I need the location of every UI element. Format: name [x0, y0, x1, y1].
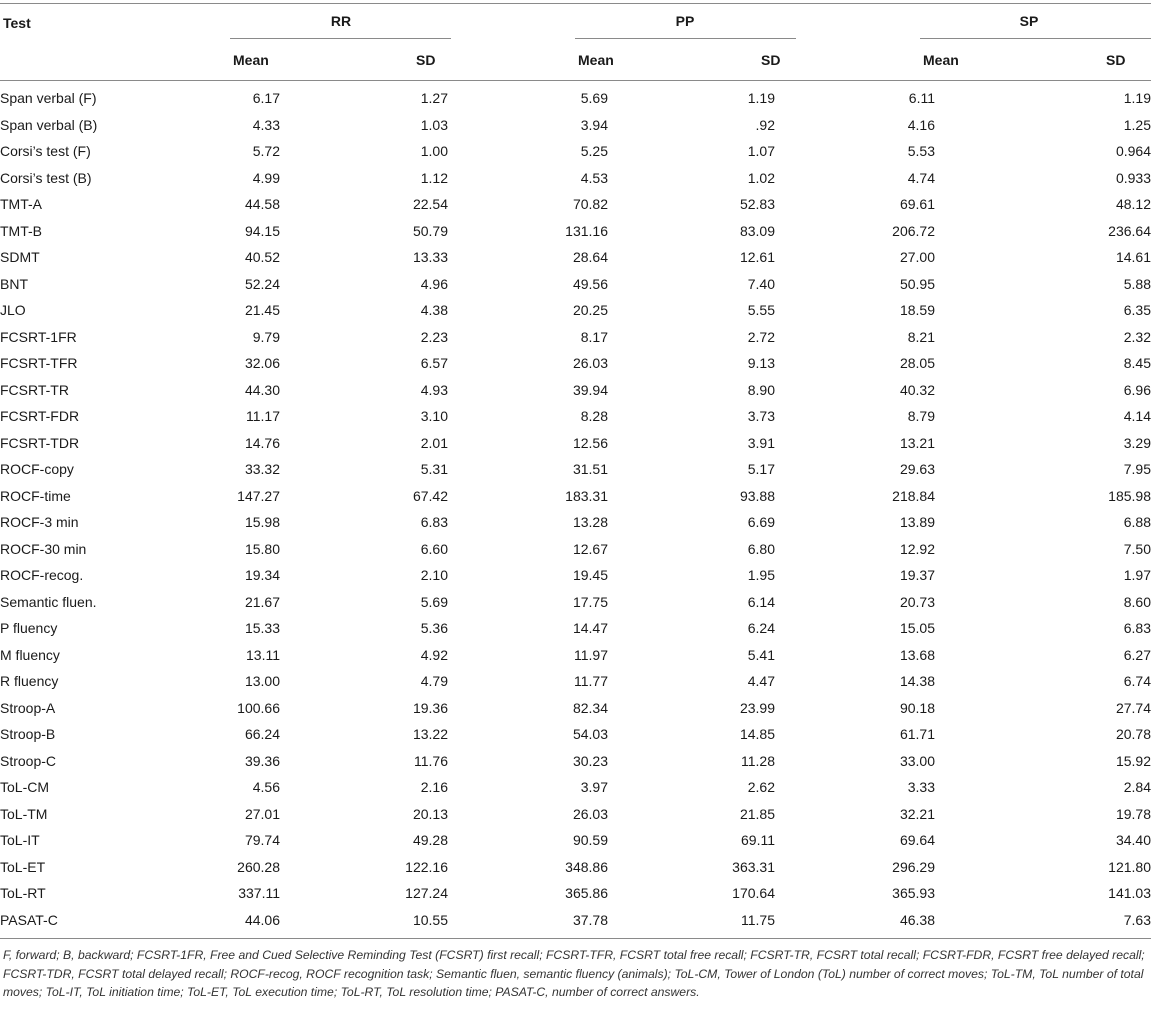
cell-pp-mean: 49.56: [572, 275, 608, 292]
cell-pp-mean: 19.45: [572, 567, 608, 583]
cell-sp-mean: 19.37: [899, 567, 935, 583]
cell-test: FCSRT-1FR: [0, 328, 77, 345]
cell-sp-mean: 13.89: [899, 514, 935, 530]
cell-sp-sd: 6.96: [1123, 381, 1151, 398]
cell-rr-mean: 27.01: [244, 805, 280, 822]
cell-rr-sd: 13.33: [412, 249, 448, 265]
cell-test: TMT-A: [0, 196, 42, 212]
cell-rr-sd: 2.16: [420, 779, 448, 795]
table-row: [0, 85, 1151, 112]
table-row: [0, 589, 1151, 616]
cell-rr-sd: 49.28: [412, 832, 448, 848]
cell-sp-sd: 4.14: [1123, 408, 1151, 424]
cell-rr-mean: 15.98: [244, 514, 280, 530]
cell-test: Semantic fluen.: [0, 593, 97, 610]
cell-test: ROCF-recog.: [0, 567, 84, 583]
cell-pp-sd: 9.13: [747, 355, 775, 371]
cell-sp-mean: 6.11: [908, 90, 935, 106]
table-row: [0, 748, 1151, 775]
cell-sp-sd: 7.50: [1123, 540, 1151, 557]
cell-rr-sd: 5.31: [420, 461, 448, 477]
table-row: [0, 854, 1151, 881]
cell-test: Span verbal (B): [0, 116, 98, 133]
cell-test: TMT-B: [0, 222, 42, 239]
group-rule-sp: [920, 38, 1151, 39]
cell-sp-mean: 18.59: [899, 302, 935, 318]
cell-sp-sd: 8.45: [1123, 355, 1151, 371]
cell-sp-sd: 1.19: [1123, 90, 1151, 106]
cell-sp-sd: 2.84: [1123, 779, 1151, 795]
cell-sp-mean: 218.84: [892, 487, 935, 504]
cell-sp-sd: 141.03: [1108, 885, 1151, 901]
cell-test: P fluency: [0, 620, 58, 636]
table-row: [0, 297, 1151, 324]
cell-rr-mean: 4.56: [252, 779, 280, 795]
cell-pp-mean: 3.94: [580, 116, 608, 133]
cell-test: FCSRT-TR: [0, 381, 69, 398]
cell-pp-mean: 39.94: [572, 381, 608, 398]
cell-rr-sd: 2.10: [420, 567, 448, 583]
header-sp-mean: Mean: [923, 52, 959, 68]
cell-pp-mean: 14.47: [572, 620, 608, 636]
table-row: [0, 536, 1151, 563]
cell-rr-sd: 67.42: [412, 487, 448, 504]
table-row: [0, 350, 1151, 377]
cell-rr-mean: 4.33: [252, 116, 280, 133]
cell-pp-sd: 1.95: [747, 567, 775, 583]
cell-test: JLO: [0, 302, 26, 318]
cell-pp-mean: 365.86: [565, 885, 608, 901]
cell-sp-mean: 32.21: [899, 805, 935, 822]
cell-pp-mean: 12.67: [572, 540, 608, 557]
cell-sp-sd: 2.32: [1123, 328, 1151, 345]
cell-pp-sd: 3.73: [747, 408, 775, 424]
cell-rr-mean: 6.17: [252, 90, 280, 106]
cell-sp-sd: 19.78: [1115, 805, 1151, 822]
cell-test: ToL-ET: [0, 858, 46, 875]
cell-test: ROCF-time: [0, 487, 71, 504]
cell-rr-mean: 100.66: [237, 699, 280, 716]
cell-sp-mean: 296.29: [892, 858, 935, 875]
cell-rr-mean: 5.72: [252, 143, 280, 159]
cell-pp-sd: 1.19: [747, 90, 775, 106]
cell-rr-mean: 44.58: [244, 196, 280, 212]
table-row: [0, 668, 1151, 695]
cell-sp-sd: 7.63: [1123, 911, 1151, 928]
cell-test: ROCF-30 min: [0, 540, 87, 557]
cell-rr-mean: 40.52: [244, 249, 280, 265]
cell-rr-mean: 260.28: [237, 858, 280, 875]
cell-rr-sd: 10.55: [412, 911, 448, 928]
cell-pp-mean: 5.25: [580, 143, 608, 159]
cell-sp-mean: 12.92: [899, 540, 935, 557]
cell-sp-sd: 6.74: [1123, 673, 1151, 689]
cell-test: BNT: [0, 275, 28, 292]
cell-pp-mean: 17.75: [572, 593, 608, 610]
cell-sp-sd: 20.78: [1115, 726, 1151, 742]
cell-pp-mean: 37.78: [572, 911, 608, 928]
cell-pp-mean: 90.59: [572, 832, 608, 848]
cell-rr-sd: 1.03: [420, 116, 448, 133]
cell-pp-sd: 170.64: [732, 885, 775, 901]
cell-rr-sd: 22.54: [412, 196, 448, 212]
cell-pp-mean: 13.28: [572, 514, 608, 530]
cell-rr-sd: 1.00: [420, 143, 448, 159]
group-rule-pp: [575, 38, 796, 39]
cell-pp-mean: 12.56: [572, 434, 608, 451]
cell-test: ROCF-copy: [0, 461, 74, 477]
cell-pp-sd: .92: [755, 116, 775, 133]
cell-pp-sd: 69.11: [741, 832, 775, 848]
cell-pp-mean: 20.25: [572, 302, 608, 318]
cell-test: ToL-RT: [0, 885, 46, 901]
cell-pp-mean: 26.03: [572, 355, 608, 371]
cell-pp-sd: 7.40: [747, 275, 775, 292]
cell-pp-sd: 6.24: [747, 620, 775, 636]
cell-test: ToL-TM: [0, 805, 48, 822]
cell-rr-mean: 14.76: [244, 434, 280, 451]
cell-sp-sd: 15.92: [1115, 752, 1151, 769]
cell-sp-sd: 5.88: [1123, 275, 1151, 292]
cell-rr-sd: 3.10: [420, 408, 448, 424]
cell-sp-sd: 6.88: [1123, 514, 1151, 530]
cell-rr-mean: 39.36: [244, 752, 280, 769]
cell-rr-mean: 66.24: [244, 726, 280, 742]
cell-rr-sd: 5.36: [420, 620, 448, 636]
cell-sp-sd: 6.35: [1123, 302, 1151, 318]
cell-sp-mean: 365.93: [892, 885, 935, 901]
table-row: [0, 324, 1151, 351]
cell-rr-sd: 13.22: [412, 726, 448, 742]
cell-rr-mean: 15.80: [244, 540, 280, 557]
cell-rr-mean: 79.74: [244, 832, 280, 848]
cell-pp-sd: 8.90: [747, 381, 775, 398]
table-row: [0, 721, 1151, 748]
cell-pp-sd: 2.72: [747, 328, 775, 345]
header-pp-sd: SD: [761, 52, 781, 68]
table-row: [0, 138, 1151, 165]
table-row: [0, 403, 1151, 430]
cell-sp-mean: 5.53: [907, 143, 935, 159]
cell-pp-mean: 8.28: [580, 408, 608, 424]
cell-test: Span verbal (F): [0, 90, 97, 106]
cell-rr-sd: 11.76: [414, 752, 448, 769]
cell-sp-mean: 15.05: [899, 620, 935, 636]
cell-pp-sd: 11.28: [741, 752, 775, 769]
cell-rr-mean: 19.34: [244, 567, 280, 583]
cell-pp-mean: 131.16: [565, 222, 608, 239]
cell-pp-mean: 11.97: [574, 646, 608, 663]
cell-sp-sd: 0.964: [1115, 143, 1151, 159]
cell-rr-mean: 44.06: [244, 911, 280, 928]
cell-rr-sd: 19.36: [412, 699, 448, 716]
cell-test: M fluency: [0, 646, 60, 663]
cell-pp-mean: 82.34: [572, 699, 608, 716]
cell-pp-sd: 6.69: [747, 514, 775, 530]
cell-test: FCSRT-TFR: [0, 355, 78, 371]
cell-pp-mean: 11.77: [574, 673, 608, 689]
table-row: [0, 165, 1151, 192]
cell-rr-sd: 5.69: [420, 593, 448, 610]
cell-sp-sd: 0.933: [1115, 169, 1151, 186]
cell-pp-sd: 52.83: [739, 196, 775, 212]
cell-sp-mean: 13.68: [899, 646, 935, 663]
cell-sp-mean: 90.18: [899, 699, 935, 716]
cell-rr-mean: 4.99: [252, 169, 280, 186]
cell-pp-sd: 5.55: [747, 302, 775, 318]
bottom-rule: [0, 938, 1151, 939]
cell-sp-sd: 8.60: [1123, 593, 1151, 610]
cell-sp-sd: 6.83: [1123, 620, 1151, 636]
cell-sp-mean: 28.05: [899, 355, 935, 371]
cell-sp-mean: 50.95: [899, 275, 935, 292]
group-rule-rr: [230, 38, 451, 39]
cell-pp-sd: 2.62: [747, 779, 775, 795]
cell-pp-mean: 70.82: [572, 196, 608, 212]
top-rule: [0, 3, 1151, 4]
cell-pp-sd: 12.61: [739, 249, 775, 265]
table-row: [0, 112, 1151, 139]
cell-sp-sd: 1.97: [1123, 567, 1151, 583]
cell-sp-mean: 14.38: [899, 673, 935, 689]
cell-test: Corsi’s test (F): [0, 143, 91, 159]
cell-test: Corsi’s test (B): [0, 169, 92, 186]
cell-sp-mean: 33.00: [899, 752, 935, 769]
cell-test: Stroop-C: [0, 752, 57, 769]
cell-rr-mean: 11.17: [246, 408, 280, 424]
table-row: [0, 218, 1151, 245]
cell-pp-mean: 3.97: [580, 779, 608, 795]
cell-sp-sd: 34.40: [1115, 832, 1151, 848]
cell-pp-sd: 1.07: [747, 143, 775, 159]
cell-sp-sd: 14.61: [1115, 249, 1151, 265]
header-rr-sd: SD: [416, 52, 436, 68]
cell-sp-sd: 48.12: [1115, 196, 1151, 212]
cell-rr-sd: 127.24: [405, 885, 448, 901]
cell-pp-sd: 363.31: [732, 858, 775, 875]
cell-sp-sd: 3.29: [1123, 434, 1151, 451]
cell-pp-sd: 6.14: [747, 593, 775, 610]
cell-rr-mean: 9.79: [252, 328, 280, 345]
cell-pp-sd: 21.85: [739, 805, 775, 822]
table-row: [0, 509, 1151, 536]
cell-sp-mean: 27.00: [899, 249, 935, 265]
cell-rr-sd: 4.93: [420, 381, 448, 398]
cell-test: Stroop-B: [0, 726, 56, 742]
cell-test: ToL-IT: [0, 832, 40, 848]
cell-rr-sd: 6.60: [420, 540, 448, 557]
table-row: [0, 483, 1151, 510]
table-row: [0, 880, 1151, 907]
cell-rr-mean: 33.32: [244, 461, 280, 477]
cell-rr-sd: 122.16: [405, 858, 448, 875]
cell-sp-mean: 8.21: [907, 328, 935, 345]
cell-pp-sd: 93.88: [739, 487, 775, 504]
cell-pp-mean: 26.03: [572, 805, 608, 822]
header-rule: [0, 80, 1151, 81]
cell-sp-mean: 61.71: [899, 726, 935, 742]
cell-pp-mean: 28.64: [572, 249, 608, 265]
cell-rr-mean: 21.67: [244, 593, 280, 610]
cell-sp-sd: 1.25: [1123, 116, 1151, 133]
cell-rr-mean: 94.15: [244, 222, 280, 239]
cell-pp-mean: 4.53: [580, 169, 608, 186]
cell-pp-sd: 11.75: [741, 911, 775, 928]
cell-test: Stroop-A: [0, 699, 56, 716]
cell-sp-sd: 27.74: [1115, 699, 1151, 716]
table-row: [0, 456, 1151, 483]
cell-rr-sd: 1.12: [420, 169, 448, 186]
cell-test: PASAT-C: [0, 911, 58, 928]
header-group-pp: PP: [675, 13, 695, 29]
cell-sp-mean: 4.74: [907, 169, 935, 186]
header-rr-mean: Mean: [233, 52, 269, 68]
cell-pp-mean: 31.51: [572, 461, 608, 477]
table-row: [0, 774, 1151, 801]
cell-test: FCSRT-TDR: [0, 434, 80, 451]
cell-pp-mean: 30.23: [572, 752, 608, 769]
cell-sp-mean: 206.72: [892, 222, 935, 239]
header-pp-mean: Mean: [578, 52, 614, 68]
cell-test: ToL-CM: [0, 779, 50, 795]
table-row: [0, 562, 1151, 589]
table-row: [0, 695, 1151, 722]
cell-rr-mean: 32.06: [244, 355, 280, 371]
cell-test: R fluency: [0, 673, 59, 689]
cell-rr-sd: 4.79: [420, 673, 448, 689]
table-body: [0, 85, 1151, 933]
cell-pp-sd: 14.85: [739, 726, 775, 742]
cell-rr-sd: 2.01: [420, 434, 448, 451]
cell-rr-sd: 1.27: [420, 90, 448, 106]
cell-sp-mean: 8.79: [907, 408, 935, 424]
cell-sp-mean: 29.63: [899, 461, 935, 477]
cell-sp-mean: 69.61: [899, 196, 935, 212]
cell-pp-sd: 5.17: [747, 461, 775, 477]
cell-sp-mean: 46.38: [899, 911, 935, 928]
table-row: [0, 377, 1151, 404]
header-test: Test: [3, 15, 31, 31]
cell-rr-sd: 6.57: [420, 355, 448, 371]
cell-pp-mean: 5.69: [580, 90, 608, 106]
header-group-rr: RR: [330, 13, 352, 29]
cell-pp-mean: 8.17: [580, 328, 608, 345]
cell-rr-sd: 6.83: [420, 514, 448, 530]
cell-sp-sd: 185.98: [1108, 487, 1151, 504]
cell-sp-mean: 3.33: [907, 779, 935, 795]
cell-pp-sd: 1.02: [747, 169, 775, 186]
cell-pp-sd: 4.47: [747, 673, 775, 689]
header-sp-sd: SD: [1106, 52, 1126, 68]
table-row: [0, 191, 1151, 218]
table-row: [0, 271, 1151, 298]
cell-pp-sd: 6.80: [747, 540, 775, 557]
cell-rr-mean: 21.45: [244, 302, 280, 318]
cell-sp-sd: 236.64: [1108, 222, 1151, 239]
table-row: [0, 642, 1151, 669]
cell-sp-sd: 7.95: [1123, 461, 1151, 477]
cell-rr-sd: 4.96: [420, 275, 448, 292]
cell-sp-mean: 20.73: [899, 593, 935, 610]
table-row: [0, 907, 1151, 934]
cell-rr-mean: 337.11: [238, 885, 280, 901]
cell-pp-mean: 183.31: [565, 487, 608, 504]
header-group-sp: SP: [1019, 13, 1039, 29]
cell-pp-sd: 23.99: [739, 699, 775, 716]
table-row: [0, 430, 1151, 457]
cell-test: ROCF-3 min: [0, 514, 79, 530]
cell-sp-mean: 40.32: [899, 381, 935, 398]
cell-rr-mean: 13.00: [244, 673, 280, 689]
cell-rr-sd: 4.92: [420, 646, 448, 663]
cell-pp-sd: 3.91: [747, 434, 775, 451]
cell-sp-mean: 69.64: [899, 832, 935, 848]
cell-sp-mean: 13.21: [899, 434, 935, 451]
cell-rr-mean: 44.30: [244, 381, 280, 398]
cell-rr-sd: 2.23: [420, 328, 448, 345]
table-row: [0, 615, 1151, 642]
results-table: [0, 85, 1151, 933]
cell-rr-sd: 20.13: [412, 805, 448, 822]
cell-rr-mean: 13.11: [246, 646, 280, 663]
cell-pp-mean: 348.86: [565, 858, 608, 875]
table-row: [0, 801, 1151, 828]
cell-rr-mean: 147.27: [237, 487, 280, 504]
table-footnote: F, forward; B, backward; FCSRT-1FR, Free and Cued Selective Reminding Test (FCSRT) first recall; FCSRT-TFR, FCSRT total free recall; FCSRT-TR, FCSRT total recall; FCSRT-FDR, FCSRT free delayed recall; FCSRT-TDR, FCSRT total delayed recall; ROCF-recog, ROCF recognition task; Semantic fluen, semantic fluency (animals); ToL-CM, Tower of London (ToL) number of correct moves; ToL-TM, ToL number of total moves; ToL-IT, ToL initiation time; ToL-ET, ToL execution time; ToL-RT, ToL resolution time; PASAT-C, number of correct answers.: [3, 948, 1145, 999]
cell-test: FCSRT-FDR: [0, 408, 80, 424]
cell-rr-mean: 52.24: [244, 275, 280, 292]
cell-rr-sd: 4.38: [420, 302, 448, 318]
cell-rr-sd: 50.79: [412, 222, 448, 239]
table-row: [0, 244, 1151, 271]
cell-rr-mean: 15.33: [244, 620, 280, 636]
cell-pp-sd: 5.41: [747, 646, 775, 663]
cell-sp-sd: 6.27: [1123, 646, 1151, 663]
cell-sp-sd: 121.80: [1108, 858, 1151, 875]
table-row: [0, 827, 1151, 854]
cell-test: SDMT: [0, 249, 40, 265]
cell-sp-mean: 4.16: [907, 116, 935, 133]
cell-pp-mean: 54.03: [572, 726, 608, 742]
cell-pp-sd: 83.09: [739, 222, 775, 239]
